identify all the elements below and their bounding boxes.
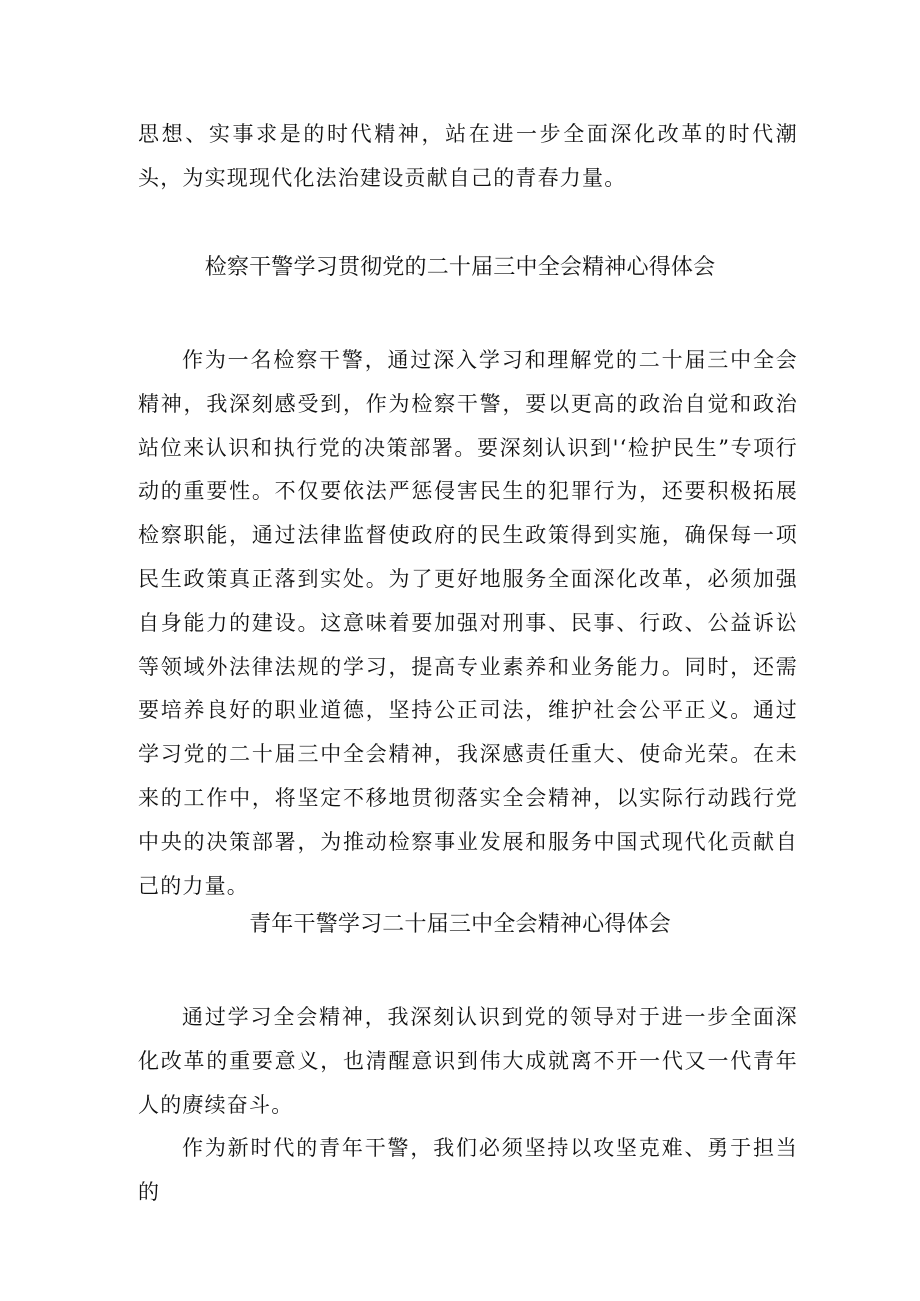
section2-paragraph-2: 作为新时代的青年干警，我们必须坚持以攻坚克难、勇于担当的 bbox=[138, 1136, 798, 1205]
section1-paragraph: 作为一名检察干警，通过深入学习和理解党的二十届三中全会精神，我深刻感受到，作为检察干警，要以更高的政治自觉和政治站位来认识和执行党的决策部署。要深刻认识到'‘检护民生”专项行动的重要性。不仅要依法严惩侵害民生的犯罪行为，还要积极拓展检察职能，通过法律监督使政府的民生政策得到实施，确保每一项民生政策真正落到实处。为了更好地服务全面深化改革，必须加强自身能力的建设。这意味着要加强对刑事、民事、行政、公益诉讼等领域外法律法规的学习，提高专业素养和业务能力。同时，还需要培养良好的职业道德，坚持公正司法，维护社会公平正义。通过学习党的二十届三中全会精神，我深感责任重大、使命光荣。在未来的工作中，将坚定不移地贯彻落实全会精神，以实际行动践行党中央的决策部署，为推动检察事业发展和服务中国式现代化贡献自己的力量。 bbox=[138, 348, 798, 898]
section2-body bbox=[138, 996, 798, 1215]
section2-title: 青年干警学习二十届三中全会精神心得体会 bbox=[249, 912, 671, 937]
continuation-text-block bbox=[138, 113, 798, 201]
section1-title: 检察干警学习贯彻党的二十届三中全会精神心得体会 bbox=[204, 255, 716, 280]
section2-paragraph-1: 通过学习全会精神，我深刻认识到党的领导对于进一步全面深化改革的重要意义，也清醒意识到伟大成就离不开一代又一代青年人的赓续奋斗。 bbox=[138, 1005, 798, 1117]
section1-body bbox=[138, 339, 798, 908]
continuation-paragraph: 思想、实事求是的时代精神，站在进一步全面深化改革的时代潮头，为实现现代化法治建设贡献自己的青春力量。 bbox=[138, 122, 798, 190]
